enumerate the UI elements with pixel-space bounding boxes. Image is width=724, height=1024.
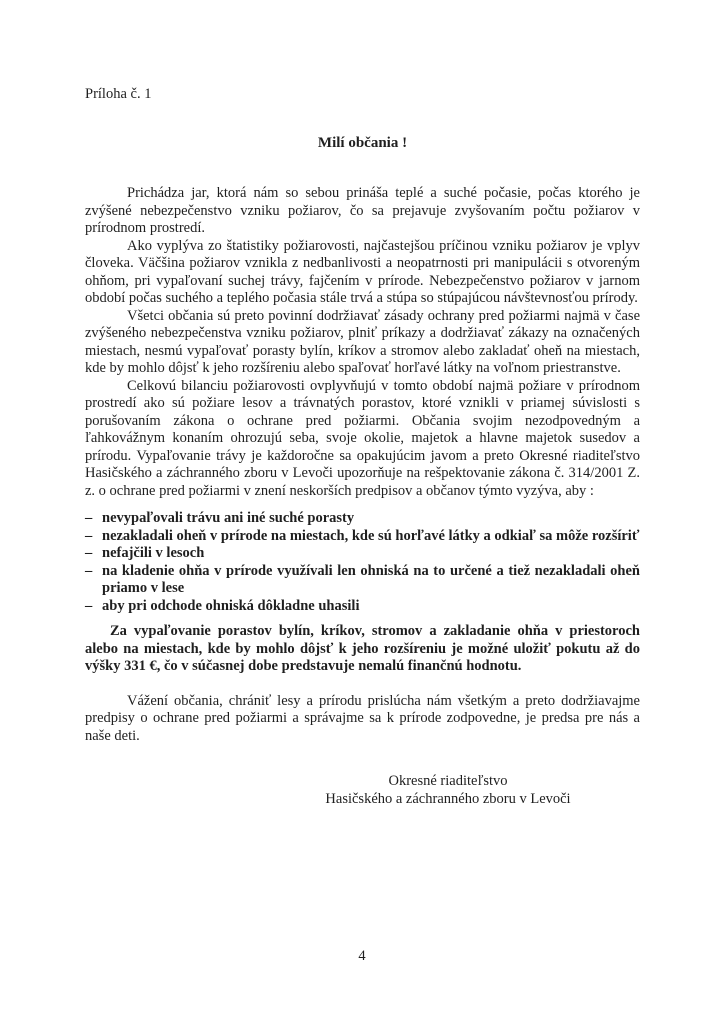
page-number: 4 [358,948,366,964]
list-item [85,528,640,546]
bullet-dash: – [85,562,93,579]
document-title: Milí občania ! [317,134,408,151]
attachment-label: Príloha č. 1 [85,86,152,102]
body-paragraph-2: Ako vyplýva zo štatistiky požiarovosti, najčastejšou príčinou vzniku požiarov je vplyv človeka. Väčšina požiarov vznikla z nedbanlivosti a neopatrnosti pri manipulácii s otvoreným ohňom, pri vypaľovaní suchej trávy, fajčením v prírode. Nebezpečenstvo požiarov v jarnom období počas suchého a teplého počasia stále trvá a stúpa so stúpajúcou návštevnosťou prírody. [85,237,640,306]
bullet-dash: – [85,510,93,526]
body-paragraph-1: Prichádza jar, ktorá nám so sebou prináša teplé a suché počasie, počas ktorého je zvýšené nebezpečenstvo vzniku požiarov, čo sa prejavuje zvyšovaním počtu požiarov v prírodnom prostredí. [85,185,640,236]
bullet-text: nevypaľovali trávu ani iné suché porasty [102,510,355,526]
closing-paragraph: Vážení občania, chrániť lesy a prírodu prislúcha nám všetkým a preto dodržiavajme predpisy o ochrane pred požiarmi a správajme sa k prírode zodpovedne, je predsa pre nás a naše deti. [85,692,640,744]
bullet-text: nezakladali oheň v prírode na miestach, kde sú horľavé látky a odkiaľ sa môže rozšíriť [102,527,640,544]
bullet-list [85,510,640,615]
signature-block [253,773,643,808]
list-item [85,510,640,528]
bullet-dash: – [85,597,93,614]
bullet-text: aby pri odchode ohniská dôkladne uhasili [102,597,360,614]
list-item [85,545,640,563]
bullet-text: nefajčili v lesoch [102,545,205,561]
body-paragraph-3: Všetci občania sú preto povinní dodržiavať zásady ochrany pred požiarmi najmä v čase zvýšeného nebezpečenstva vzniku požiarov, plniť príkazy a dodržiavať zákazy na označených miestach, nesmú vypaľovať porasty bylín, kríkov a stromov alebo zakladať oheň na miestach, kde by mohlo dôjsť k jeho rozšíreniu alebo spaľovať horľavé látky na voľnom priestranstve. [85,307,640,376]
bullet-dash: – [85,527,93,544]
body-paragraph-4: Celkovú bilanciu požiarovosti ovplyvňujú v tomto období najmä požiare v prírodnom prostredí ako sú požiare lesov a trávnatých porastov, ktoré vznikli v priamej súvislosti s porušovaním zákona o ochrane pred požiarmi. Občania svojim nezodpovedným a ľahkovážnym konaním ohrozujú seba, svoje okolie, majetok a hlavne majetok susedov a prírodu. Vypaľovanie trávy je každoročne sa opakujúcim javom a preto Okresné riaditeľstvo Hasičského a záchranného zboru v Levoči upozorňuje na rešpektovanie zákona č. 314/2001 Z. z. o ochrane pred požiarmi v znení neskorších predpisov a občanov týmto vyzýva, aby : [85,377,640,499]
bullet-text: na kladenie ohňa v prírode využívali len ohniská na to určené a tiež nezakladali oheň priamo v lese [102,562,640,596]
penalty-paragraph: Za vypaľovanie porastov bylín, kríkov, stromov a zakladanie ohňa v priestoroch alebo na miestach, kde by mohlo dôjsť k jeho rozšíreniu je možné uložiť pokutu až do výšky 331 €, čo v súčasnej dobe predstavuje nemalú finančnú hodnotu. [85,623,640,674]
signature-line-2: Hasičského a záchranného zboru v Levoči [325,790,571,807]
signature-line-1: Okresné riaditeľstvo [388,773,508,789]
list-item [85,598,640,616]
bullet-dash: – [85,545,93,561]
body-text-block [85,185,640,500]
list-item [85,563,640,598]
